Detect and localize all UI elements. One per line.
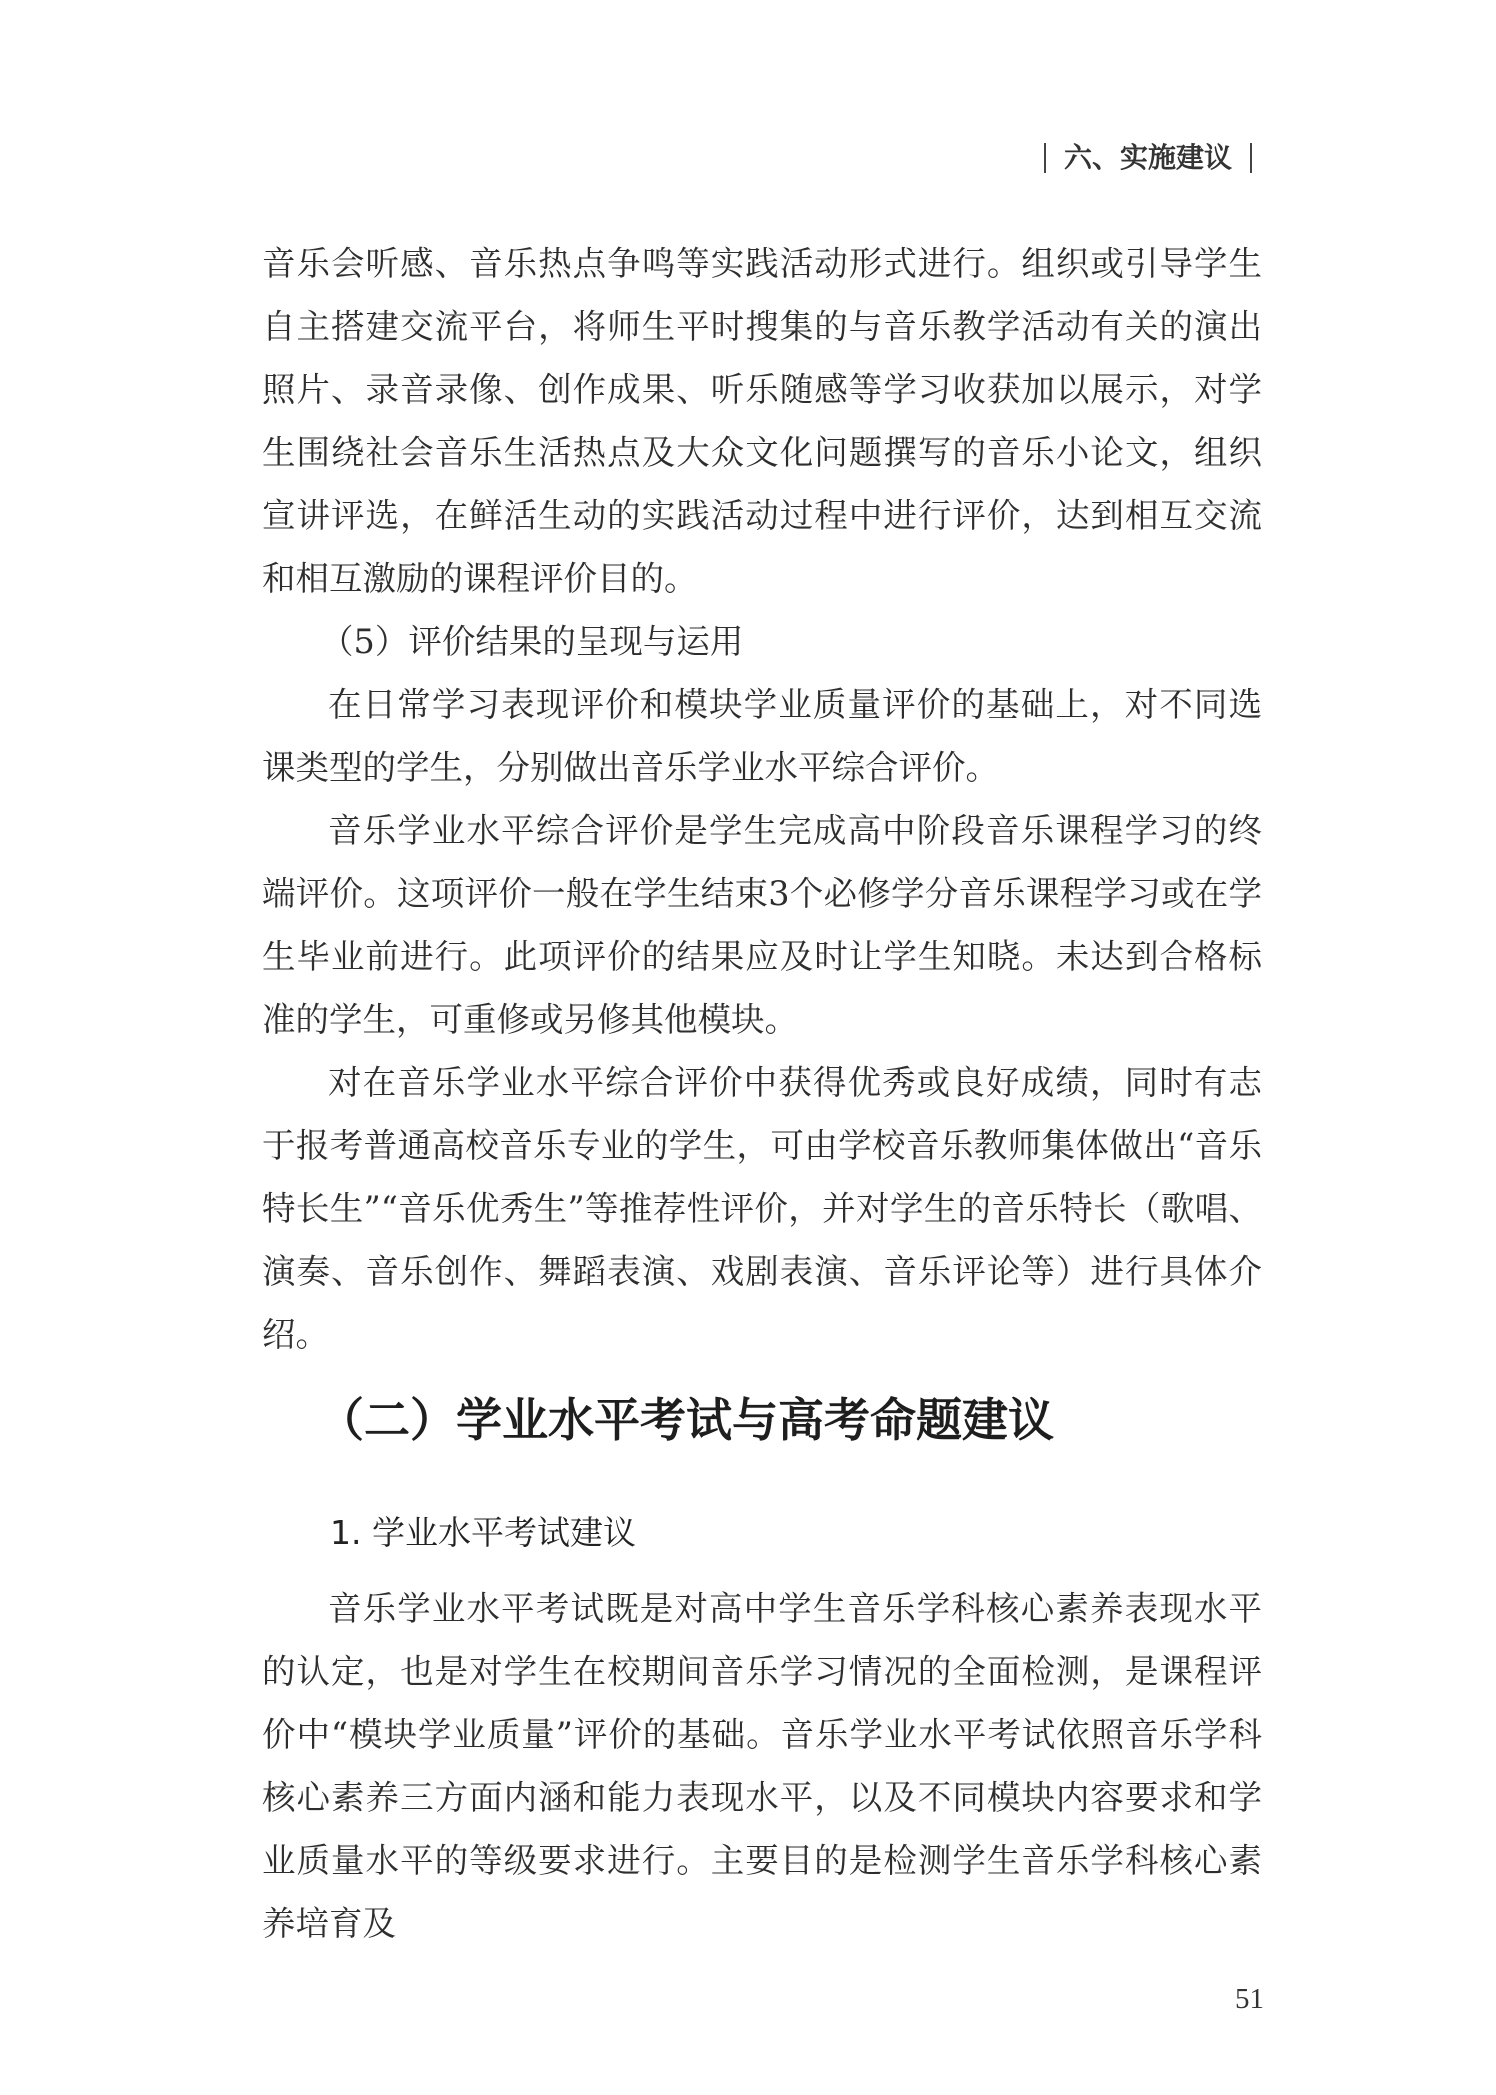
body-text-lower bbox=[262, 1577, 1262, 1955]
page-number: 51 bbox=[1235, 1983, 1264, 2015]
subsection-title-5: （5）评价结果的呈现与运用 bbox=[320, 622, 744, 661]
sub-section-heading: 1. 学业水平考试建议 bbox=[330, 1513, 636, 1552]
section-heading: （二）学业水平考试与高考命题建议 bbox=[318, 1393, 1054, 1447]
paragraph: 音乐学业水平综合评价是学生完成高中阶段音乐课程学习的终端评价。这项评价一般在学生结束3个必修学分音乐课程学习或在学生毕业前进行。此项评价的结果应及时让学生知晓。未达到合格标准的学生，可重修或另修其他模块。 bbox=[262, 811, 1262, 1039]
paragraph: 对在音乐学业水平综合评价中获得优秀或良好成绩，同时有志于报考普通高校音乐专业的学生，可由学校音乐教师集体做出“音乐特长生”“音乐优秀生”等推荐性评价，并对学生的音乐特长（歌唱、演奏、音乐创作、舞蹈表演、戏剧表演、音乐评论等）进行具体介绍。 bbox=[262, 1063, 1262, 1354]
paragraph: 音乐学业水平考试既是对高中学生音乐学科核心素养表现水平的认定，也是对学生在校期间音乐学习情况的全面检测，是课程评价中“模块学业质量”评价的基础。音乐学业水平考试依照音乐学科核心素养三方面内涵和能力表现水平，以及不同模块内容要求和学业质量水平的等级要求进行。主要目的是检测学生音乐学科核心素养培育及 bbox=[262, 1589, 1262, 1943]
header-divider-right bbox=[1250, 143, 1252, 173]
body-text-upper bbox=[262, 232, 1262, 1366]
paragraph: 在日常学习表现评价和模块学业质量评价的基础上，对不同选课类型的学生，分别做出音乐学业水平综合评价。 bbox=[262, 685, 1262, 787]
paragraph-continuation: 音乐会听感、音乐热点争鸣等实践活动形式进行。组织或引导学生自主搭建交流平台，将师生平时搜集的与音乐教学活动有关的演出照片、录音录像、创作成果、听乐随感等学习收获加以展示，对学生围绕社会音乐生活热点及大众文化问题撰写的音乐小论文，组织宣讲评选，在鲜活生动的实践活动过程中进行评价，达到相互交流和相互激励的课程评价目的。 bbox=[262, 244, 1262, 598]
running-header bbox=[1026, 138, 1270, 178]
header-divider-left bbox=[1044, 143, 1046, 173]
header-section-title: 六、实施建议 bbox=[1063, 141, 1232, 174]
